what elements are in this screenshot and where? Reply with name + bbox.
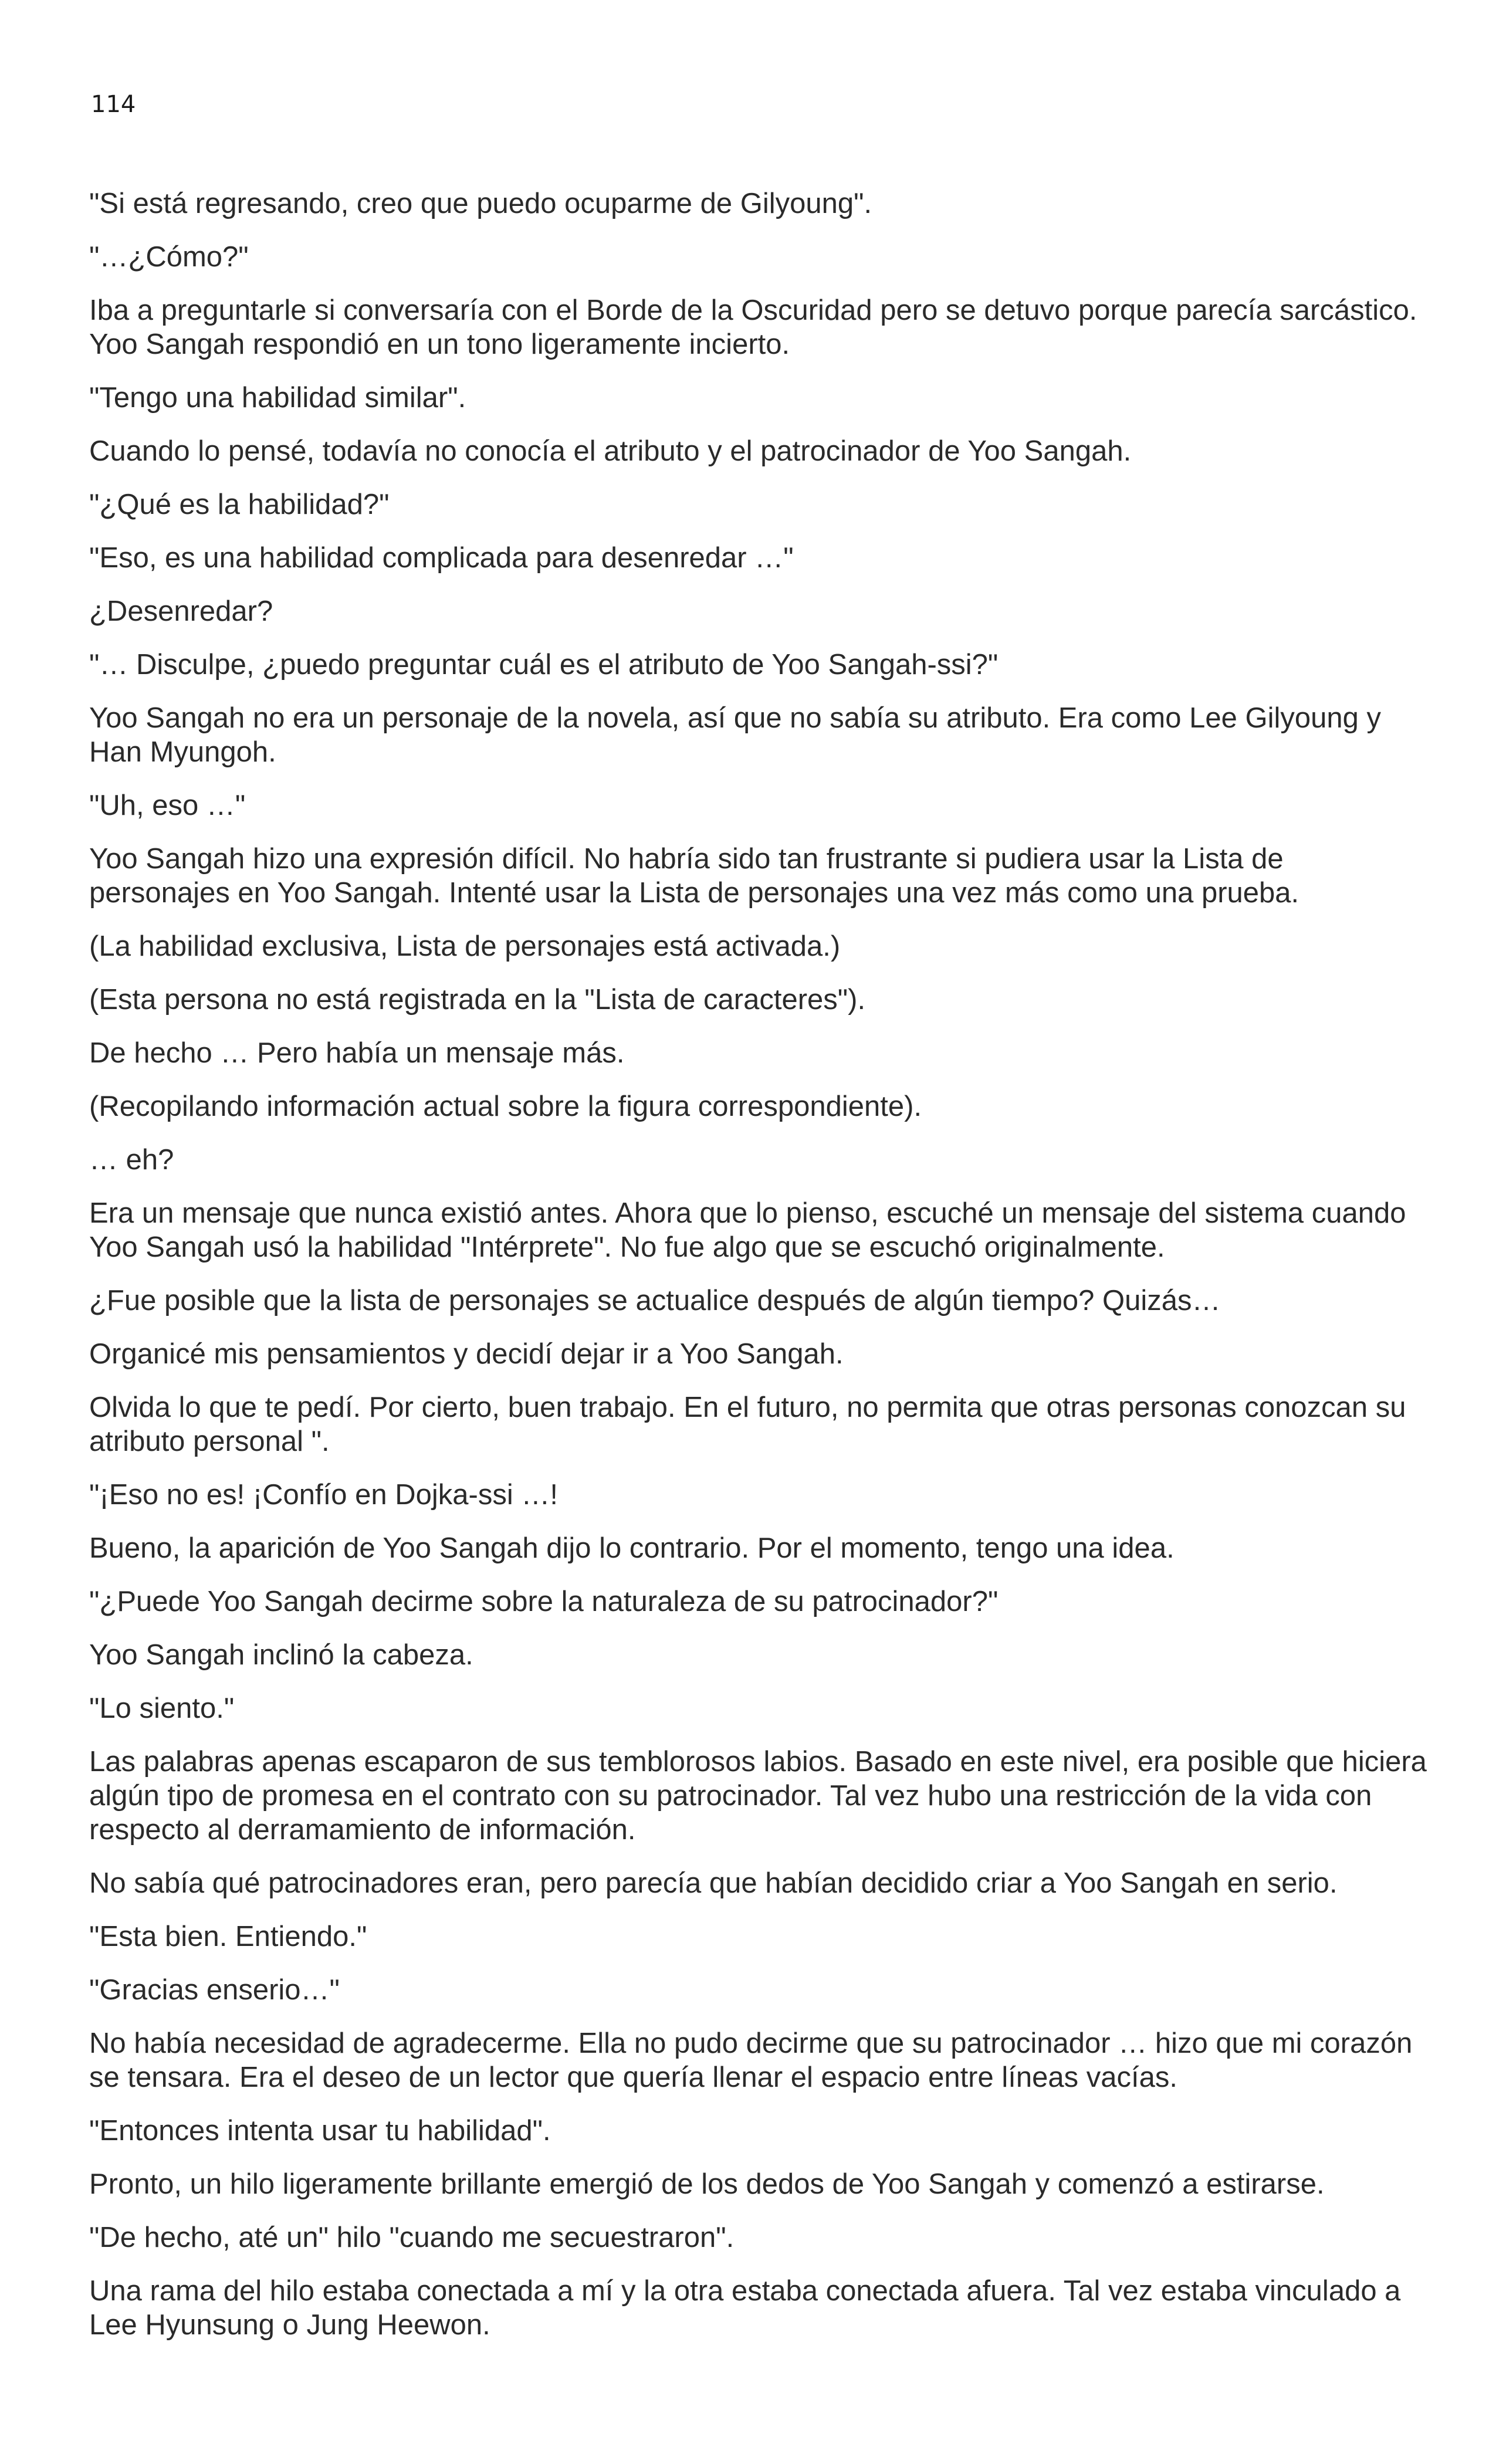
paragraph: "Uh, eso …"	[89, 790, 246, 821]
paragraph: Olvida lo que te pedí. Por cierto, buen trabajo. En el futuro, no permita que otras personas conozcan su atributo personal ".	[89, 1392, 1406, 1457]
paragraph: Organicé mis pensamientos y decidí dejar ir a Yoo Sangah.	[89, 1338, 844, 1370]
paragraph: "Entonces intenta usar tu habilidad".	[89, 2115, 551, 2147]
paragraph: "¿Qué es la habilidad?"	[89, 489, 390, 520]
paragraph: (Esta persona no está registrada en la "Lista de caracteres").	[89, 984, 866, 1016]
paragraph: Era un mensaje que nunca existió antes. Ahora que lo pienso, escuché un mensaje del sistema cuando Yoo Sangah usó la habilidad "Intérprete". No fue algo que se escuchó originalmente.	[89, 1197, 1406, 1263]
paragraph: "¿Puede Yoo Sangah decirme sobre la naturaleza de su patrocinador?"	[89, 1586, 999, 1617]
paragraph: (La habilidad exclusiva, Lista de personajes está activada.)	[89, 930, 841, 962]
paragraph: De hecho … Pero había un mensaje más.	[89, 1037, 625, 1069]
page-number: 114	[91, 91, 136, 118]
paragraph: "Si está regresando, creo que puedo ocuparme de Gilyoung".	[89, 188, 872, 219]
paragraph: "¡Eso no es! ¡Confío en Dojka-ssi …!	[89, 1479, 558, 1511]
paragraph: No había necesidad de agradecerme. Ella no pudo decirme que su patrocinador … hizo que mi corazón se tensara. Era el deseo de un lector que quería llenar el espacio entre líneas vacías.	[89, 2028, 1413, 2093]
paragraph: Las palabras apenas escaparon de sus temblorosos labios. Basado en este nivel, era posible que hiciera algún tipo de promesa en el contrato con su patrocinador. Tal vez hubo una restricción de la vida con respecto al derramamiento de información.	[89, 1746, 1427, 1846]
paragraph: Cuando lo pensé, todavía no conocía el atributo y el patrocinador de Yoo Sangah.	[89, 435, 1132, 467]
paragraph: Una rama del hilo estaba conectada a mí y la otra estaba conectada afuera. Tal vez estaba vinculado a Lee Hyunsung o Jung Heewon.	[89, 2275, 1401, 2341]
paragraph: "Eso, es una habilidad complicada para desenredar …"	[89, 542, 794, 574]
paragraph: "… Disculpe, ¿puedo preguntar cuál es el atributo de Yoo Sangah-ssi?"	[89, 649, 999, 681]
paragraph: No sabía qué patrocinadores eran, pero parecía que habían decidido criar a Yoo Sangah en serio.	[89, 1867, 1338, 1899]
paragraph: (Recopilando información actual sobre la figura correspondiente).	[89, 1091, 922, 1122]
paragraph: "Lo siento."	[89, 1693, 235, 1724]
page-body	[89, 187, 1427, 2361]
paragraph: "De hecho, até un" hilo "cuando me secuestraron".	[89, 2222, 735, 2253]
paragraph: "Tengo una habilidad similar".	[89, 382, 466, 414]
paragraph: Bueno, la aparición de Yoo Sangah dijo lo contrario. Por el momento, tengo una idea.	[89, 1532, 1175, 1564]
paragraph: "Gracias enserio…"	[89, 1974, 340, 2006]
paragraph: ¿Fue posible que la lista de personajes se actualice después de algún tiempo? Quizás…	[89, 1285, 1221, 1316]
paragraph: Iba a preguntarle si conversaría con el Borde de la Oscuridad pero se detuvo porque parecía sarcástico. Yoo Sangah respondió en un tono ligeramente incierto.	[89, 295, 1417, 360]
paragraph: Yoo Sangah no era un personaje de la novela, así que no sabía su atributo. Era como Lee Gilyoung y Han Myungoh.	[89, 702, 1381, 768]
paragraph: Yoo Sangah inclinó la cabeza.	[89, 1639, 473, 1671]
paragraph: "…¿Cómo?"	[89, 241, 249, 273]
paragraph: ¿Desenredar?	[89, 595, 273, 627]
paragraph: … eh?	[89, 1144, 174, 1176]
paragraph: Pronto, un hilo ligeramente brillante emergió de los dedos de Yoo Sangah y comenzó a estirarse.	[89, 2168, 1325, 2200]
paragraph: Yoo Sangah hizo una expresión difícil. No habría sido tan frustrante si pudiera usar la Lista de personajes en Yoo Sangah. Intenté usar la Lista de personajes una vez más como una prueba.	[89, 843, 1299, 909]
paragraph: "Esta bien. Entiendo."	[89, 1921, 367, 1952]
